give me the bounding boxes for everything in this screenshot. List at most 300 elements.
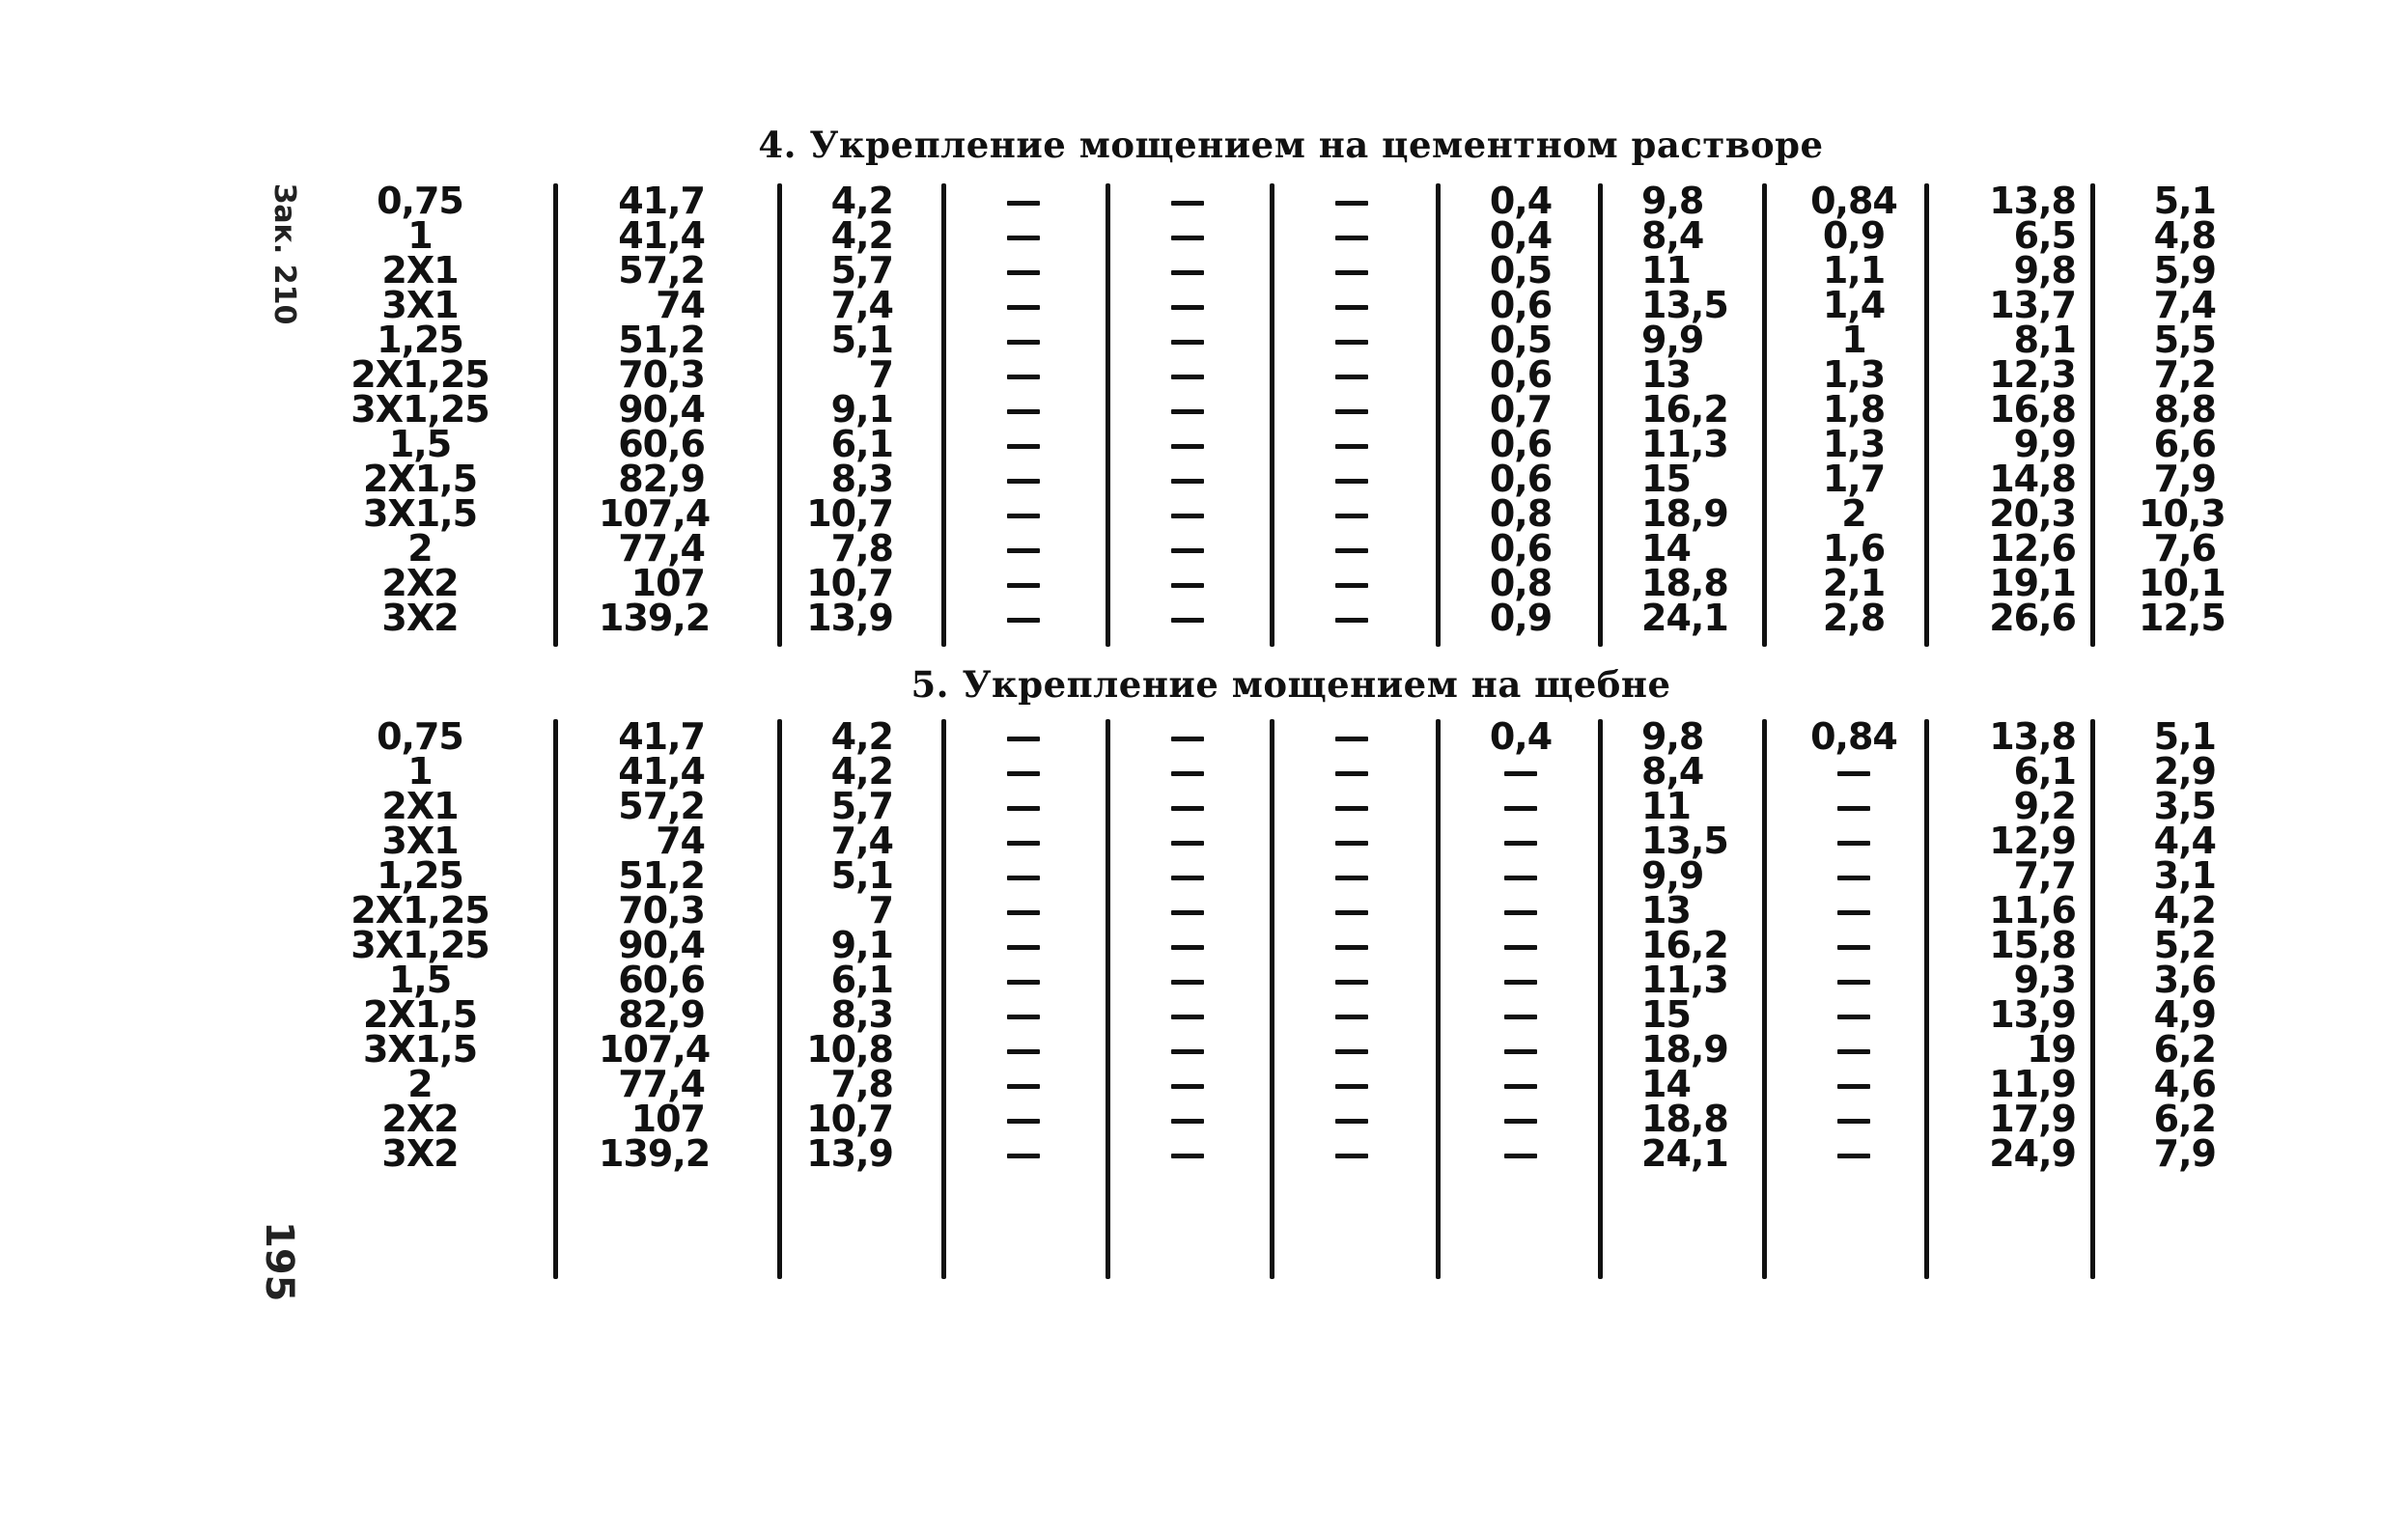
dash-mark — [1504, 910, 1537, 915]
table-column-a — [599, 715, 711, 1175]
table-cell — [1477, 1101, 1564, 1136]
table-cell — [1477, 754, 1564, 789]
dash-mark — [1171, 841, 1204, 846]
dash-mark — [1335, 1049, 1368, 1054]
table-cell — [1313, 754, 1390, 789]
dash-mark — [1171, 618, 1204, 623]
dash-mark — [1007, 910, 1040, 915]
table-cell: 1,25 — [377, 854, 463, 897]
table-cell: 6,6 — [2153, 423, 2216, 465]
dash-mark — [1007, 201, 1040, 206]
table-cell — [985, 928, 1062, 962]
table-cell — [1313, 322, 1390, 357]
table-cell — [1149, 288, 1226, 322]
dash-mark — [1007, 514, 1040, 518]
dash-mark — [1007, 409, 1040, 414]
table-cell — [985, 789, 1062, 823]
table-cell: 6,2 — [2153, 1028, 2216, 1071]
table-cell: 7,7 — [2013, 854, 2076, 897]
column-divider — [1436, 183, 1441, 647]
section-4-table — [0, 180, 2408, 656]
table-cell — [1477, 789, 1564, 823]
table-cell: 57,2 — [618, 785, 705, 827]
column-divider — [941, 719, 946, 1279]
dash-mark — [1007, 236, 1040, 240]
dash-mark — [1007, 945, 1040, 950]
table-cell: 1 — [1841, 319, 1866, 361]
table-cell: 0,6 — [1489, 527, 1553, 570]
table-cell: 13,7 — [1989, 284, 2076, 326]
table-cell: 1,3 — [1822, 423, 1886, 465]
dash-mark — [1171, 305, 1204, 310]
dash-mark — [1171, 1015, 1204, 1019]
dash-mark — [1335, 806, 1368, 811]
table-cell: 7,6 — [2153, 527, 2216, 570]
table-cell: 5,7 — [830, 785, 893, 827]
dash-mark — [1335, 1084, 1368, 1089]
table-cell: 1,8 — [1822, 388, 1886, 431]
table-cell — [985, 1136, 1062, 1171]
table-cell: 0,6 — [1489, 284, 1553, 326]
table-cell: 3,5 — [2153, 785, 2216, 827]
dash-mark — [1171, 444, 1204, 449]
table-cell: 6,2 — [2153, 1098, 2216, 1140]
dash-mark — [1335, 1119, 1368, 1124]
table-cell — [1313, 1101, 1390, 1136]
dash-mark — [1335, 980, 1368, 985]
table-cell: 2,8 — [1822, 597, 1886, 639]
table-cell: 4,2 — [830, 715, 893, 758]
column-divider — [1106, 719, 1110, 1279]
table-cell: 8,8 — [2153, 388, 2216, 431]
table-cell — [1313, 962, 1390, 997]
dash-mark — [1171, 1084, 1204, 1089]
table-cell: 6,1 — [2013, 750, 2076, 793]
table-cell — [985, 962, 1062, 997]
table-cell — [1313, 928, 1390, 962]
table-cell: 7,4 — [2153, 284, 2216, 326]
table-cell: 107 — [630, 1098, 705, 1140]
dash-mark — [1335, 270, 1368, 275]
table-column-d — [1149, 719, 1226, 1171]
table-column-a — [599, 180, 711, 639]
dash-mark — [1007, 876, 1040, 880]
table-cell — [1149, 357, 1226, 392]
table-cell — [1149, 1067, 1226, 1101]
dash-mark — [1171, 876, 1204, 880]
dash-mark — [1007, 340, 1040, 345]
table-cell: 2X1 — [381, 785, 459, 827]
table-cell — [985, 392, 1062, 427]
table-cell: 5,9 — [2153, 249, 2216, 292]
table-cell — [985, 997, 1062, 1032]
table-column-j — [2139, 180, 2226, 639]
table-cell — [985, 600, 1062, 635]
table-cell: 3,6 — [2153, 959, 2216, 1001]
column-divider — [1924, 719, 1929, 1279]
table-cell: 2X1,25 — [350, 353, 490, 396]
dash-mark — [1171, 945, 1204, 950]
table-cell: 2,9 — [2153, 750, 2216, 793]
dash-mark — [1837, 841, 1870, 846]
table-cell — [985, 719, 1062, 754]
table-cell: 13,8 — [1989, 715, 2076, 758]
table-cell: 2X1,5 — [362, 993, 478, 1036]
dash-mark — [1007, 375, 1040, 379]
table-cell: 3X1 — [381, 820, 459, 862]
table-cell — [1313, 357, 1390, 392]
table-cell: 77,4 — [618, 527, 705, 570]
table-cell: 3X1,25 — [350, 388, 490, 431]
table-cell: 24,1 — [1641, 597, 1728, 639]
table-cell: 2,1 — [1822, 562, 1886, 604]
table-cell: 24,1 — [1641, 1132, 1728, 1175]
dash-mark — [1171, 771, 1204, 776]
dash-mark — [1335, 945, 1368, 950]
table-cell — [1149, 392, 1226, 427]
table-cell — [1477, 997, 1564, 1032]
table-cell: 15,8 — [1989, 924, 2076, 966]
table-column-c — [985, 719, 1062, 1171]
table-cell: 51,2 — [618, 319, 705, 361]
table-cell: 10,7 — [806, 562, 893, 604]
table-cell: 5,7 — [830, 249, 893, 292]
table-cell: 1,7 — [1822, 458, 1886, 500]
column-divider — [1762, 719, 1767, 1279]
dash-mark — [1171, 548, 1204, 553]
table-cell: 14,8 — [1989, 458, 2076, 500]
table-cell — [1313, 823, 1390, 858]
table-cell — [1810, 1136, 1897, 1171]
table-cell — [985, 823, 1062, 858]
table-cell: 57,2 — [618, 249, 705, 292]
table-column-f — [1477, 715, 1564, 1171]
table-cell — [1810, 997, 1897, 1032]
table-cell: 10,7 — [806, 1098, 893, 1140]
dash-mark — [1171, 479, 1204, 484]
section-5-title: 5. Укрепление мощением на щебне — [910, 663, 1671, 706]
table-cell: 4,2 — [830, 750, 893, 793]
dash-mark — [1837, 945, 1870, 950]
table-cell: 1,5 — [388, 959, 452, 1001]
table-cell: 7,8 — [830, 527, 893, 570]
dash-mark — [1335, 841, 1368, 846]
table-cell: 13,8 — [1989, 180, 2076, 222]
table-cell — [1810, 1032, 1897, 1067]
table-column-e — [1313, 719, 1390, 1171]
table-column-i — [1970, 715, 2076, 1175]
table-cell: 1,25 — [377, 319, 463, 361]
table-cell — [985, 566, 1062, 600]
table-column-i — [1970, 180, 2076, 639]
dash-mark — [1171, 806, 1204, 811]
dash-mark — [1007, 479, 1040, 484]
table-cell: 7 — [868, 353, 893, 396]
table-cell — [1313, 496, 1390, 531]
dash-mark — [1335, 583, 1368, 588]
dash-mark — [1837, 771, 1870, 776]
table-cell: 0,6 — [1489, 458, 1553, 500]
table-cell — [1810, 962, 1897, 997]
dash-mark — [1837, 1119, 1870, 1124]
table-cell — [1149, 928, 1226, 962]
table-cell: 20,3 — [1989, 492, 2076, 535]
dash-mark — [1504, 876, 1537, 880]
column-divider — [941, 183, 946, 647]
dash-mark — [1171, 201, 1204, 206]
dash-mark — [1335, 514, 1368, 518]
table-cell: 18,9 — [1641, 492, 1728, 535]
table-cell: 16,2 — [1641, 388, 1728, 431]
table-cell — [1149, 1136, 1226, 1171]
table-cell — [1149, 719, 1226, 754]
table-cell — [985, 322, 1062, 357]
table-cell: 10,1 — [2139, 562, 2226, 604]
table-cell: 2 — [407, 527, 433, 570]
table-cell: 77,4 — [618, 1063, 705, 1105]
table-cell: 0,6 — [1489, 423, 1553, 465]
table-cell: 26,6 — [1989, 597, 2076, 639]
table-cell: 2X1,5 — [362, 458, 478, 500]
table-cell: 9,9 — [2013, 423, 2076, 465]
table-cell: 2X1 — [381, 249, 459, 292]
table-cell — [1313, 1067, 1390, 1101]
table-cell: 90,4 — [618, 388, 705, 431]
table-cell: 4,4 — [2153, 820, 2216, 862]
table-cell — [1313, 461, 1390, 496]
table-cell: 3X1,25 — [350, 924, 490, 966]
table-column-f — [1477, 180, 1564, 639]
dash-mark — [1504, 806, 1537, 811]
dash-mark — [1335, 201, 1368, 206]
table-cell — [1477, 1136, 1564, 1171]
table-cell: 60,6 — [618, 423, 705, 465]
dash-mark — [1171, 1119, 1204, 1124]
table-cell: 8,3 — [830, 993, 893, 1036]
table-cell: 9,3 — [2013, 959, 2076, 1001]
dash-mark — [1504, 1154, 1537, 1158]
table-cell — [985, 253, 1062, 288]
table-cell: 3X2 — [381, 1132, 459, 1175]
dash-mark — [1171, 375, 1204, 379]
dash-mark — [1007, 618, 1040, 623]
dash-mark — [1335, 1154, 1368, 1158]
table-cell — [1313, 288, 1390, 322]
table-cell — [1149, 754, 1226, 789]
table-cell — [1149, 531, 1226, 566]
table-column-c — [985, 183, 1062, 635]
dash-mark — [1007, 1049, 1040, 1054]
dash-mark — [1007, 841, 1040, 846]
table-cell — [1149, 253, 1226, 288]
column-divider — [1598, 719, 1603, 1279]
table-cell — [1313, 392, 1390, 427]
dash-mark — [1837, 910, 1870, 915]
table-cell — [1149, 789, 1226, 823]
table-column-e — [1313, 183, 1390, 635]
table-cell: 8,3 — [830, 458, 893, 500]
table-cell: 2 — [407, 1063, 433, 1105]
table-cell: 70,3 — [618, 353, 705, 396]
table-cell — [1149, 1101, 1226, 1136]
table-cell: 9,1 — [830, 924, 893, 966]
table-cell: 139,2 — [599, 597, 711, 639]
table-cell: 74 — [656, 820, 705, 862]
table-cell — [1313, 997, 1390, 1032]
table-cell: 16,2 — [1641, 924, 1728, 966]
table-column-h — [1810, 180, 1897, 639]
table-cell — [1313, 183, 1390, 218]
table-cell: 12,6 — [1989, 527, 2076, 570]
dash-mark — [1171, 236, 1204, 240]
table-cell: 12,9 — [1989, 820, 2076, 862]
table-cell — [985, 288, 1062, 322]
table-cell — [985, 183, 1062, 218]
table-cell: 16,8 — [1989, 388, 2076, 431]
table-cell — [985, 357, 1062, 392]
column-divider — [1436, 719, 1441, 1279]
table-cell — [1313, 600, 1390, 635]
table-cell: 9,1 — [830, 388, 893, 431]
table-cell: 6,1 — [830, 423, 893, 465]
dash-mark — [1837, 1084, 1870, 1089]
table-cell — [985, 754, 1062, 789]
table-cell — [1313, 531, 1390, 566]
table-cell: 7,4 — [830, 284, 893, 326]
table-cell — [985, 1067, 1062, 1101]
table-cell: 0,5 — [1489, 249, 1553, 292]
table-cell — [1810, 893, 1897, 928]
table-cell — [1313, 719, 1390, 754]
table-cell: 15 — [1641, 993, 1691, 1036]
table-cell — [1477, 823, 1564, 858]
dash-mark — [1171, 1049, 1204, 1054]
table-cell — [1313, 789, 1390, 823]
dash-mark — [1171, 1154, 1204, 1158]
table-cell: 18,8 — [1641, 562, 1728, 604]
table-cell — [1313, 566, 1390, 600]
table-cell: 0,4 — [1489, 715, 1553, 758]
table-cell: 60,6 — [618, 959, 705, 1001]
table-cell — [1149, 823, 1226, 858]
table-cell: 4,6 — [2153, 1063, 2216, 1105]
table-column-h — [1810, 715, 1897, 1171]
table-cell: 19,1 — [1989, 562, 2076, 604]
column-divider — [1270, 719, 1274, 1279]
table-cell: 1 — [407, 214, 433, 257]
table-cell: 51,2 — [618, 854, 705, 897]
table-cell: 2 — [1841, 492, 1866, 535]
table-cell: 11,3 — [1641, 423, 1728, 465]
table-column-size — [348, 715, 492, 1175]
table-cell: 7,2 — [2153, 353, 2216, 396]
column-divider — [777, 183, 782, 647]
table-cell — [1149, 218, 1226, 253]
table-cell: 12,3 — [1989, 353, 2076, 396]
table-cell: 1,4 — [1822, 284, 1886, 326]
table-cell — [1149, 858, 1226, 893]
table-cell: 11,9 — [1989, 1063, 2076, 1105]
table-cell: 5,1 — [2153, 715, 2216, 758]
dash-mark — [1171, 910, 1204, 915]
table-cell — [1810, 754, 1897, 789]
table-cell — [1477, 1067, 1564, 1101]
column-divider — [777, 719, 782, 1279]
section-4-title: 4. Укрепление мощением на цементном растворе — [758, 124, 1824, 166]
table-cell: 13,9 — [1989, 993, 2076, 1036]
table-cell — [985, 531, 1062, 566]
table-cell: 14 — [1641, 527, 1691, 570]
dash-mark — [1504, 1049, 1537, 1054]
table-cell: 9,2 — [2013, 785, 2076, 827]
section-5-table — [0, 715, 2408, 1289]
dash-mark — [1837, 1154, 1870, 1158]
table-cell: 41,7 — [618, 715, 705, 758]
dash-mark — [1171, 737, 1204, 741]
dash-mark — [1335, 444, 1368, 449]
table-cell: 5,2 — [2153, 924, 2216, 966]
dash-mark — [1171, 270, 1204, 275]
table-cell: 12,5 — [2139, 597, 2226, 639]
dash-mark — [1335, 340, 1368, 345]
dash-mark — [1171, 980, 1204, 985]
table-cell: 18,9 — [1641, 1028, 1728, 1071]
column-divider — [1762, 183, 1767, 647]
dash-mark — [1171, 583, 1204, 588]
table-cell: 14 — [1641, 1063, 1691, 1105]
table-cell: 0,84 — [1810, 715, 1897, 758]
dash-mark — [1171, 409, 1204, 414]
table-cell: 41,4 — [618, 214, 705, 257]
table-cell: 107 — [630, 562, 705, 604]
dash-mark — [1504, 841, 1537, 846]
table-cell — [1149, 997, 1226, 1032]
table-cell: 74 — [656, 284, 705, 326]
table-cell: 24,9 — [1989, 1132, 2076, 1175]
table-cell — [985, 1032, 1062, 1067]
dash-mark — [1007, 1119, 1040, 1124]
table-cell — [985, 1101, 1062, 1136]
table-cell — [1149, 496, 1226, 531]
table-cell: 2X2 — [381, 1098, 459, 1140]
table-cell: 0,75 — [377, 715, 463, 758]
table-cell: 6,5 — [2013, 214, 2076, 257]
table-cell — [985, 496, 1062, 531]
table-cell — [1313, 218, 1390, 253]
dash-mark — [1335, 409, 1368, 414]
dash-mark — [1504, 771, 1537, 776]
page-number: 195 — [257, 1221, 301, 1302]
dash-mark — [1335, 548, 1368, 553]
table-cell: 82,9 — [618, 458, 705, 500]
dash-mark — [1335, 479, 1368, 484]
table-cell: 0,84 — [1810, 180, 1897, 222]
table-cell — [1477, 1032, 1564, 1067]
table-cell: 1,6 — [1822, 527, 1886, 570]
table-column-d — [1149, 183, 1226, 635]
table-cell: 3X1,5 — [362, 492, 478, 535]
table-cell — [985, 893, 1062, 928]
table-cell — [1149, 566, 1226, 600]
table-cell: 0,5 — [1489, 319, 1553, 361]
column-divider — [553, 183, 558, 647]
table-cell: 4,2 — [2153, 889, 2216, 932]
table-cell — [1810, 1067, 1897, 1101]
dash-mark — [1007, 806, 1040, 811]
table-cell: 18,8 — [1641, 1098, 1728, 1140]
table-cell: 8,4 — [1641, 214, 1704, 257]
table-cell: 3X1,5 — [362, 1028, 478, 1071]
